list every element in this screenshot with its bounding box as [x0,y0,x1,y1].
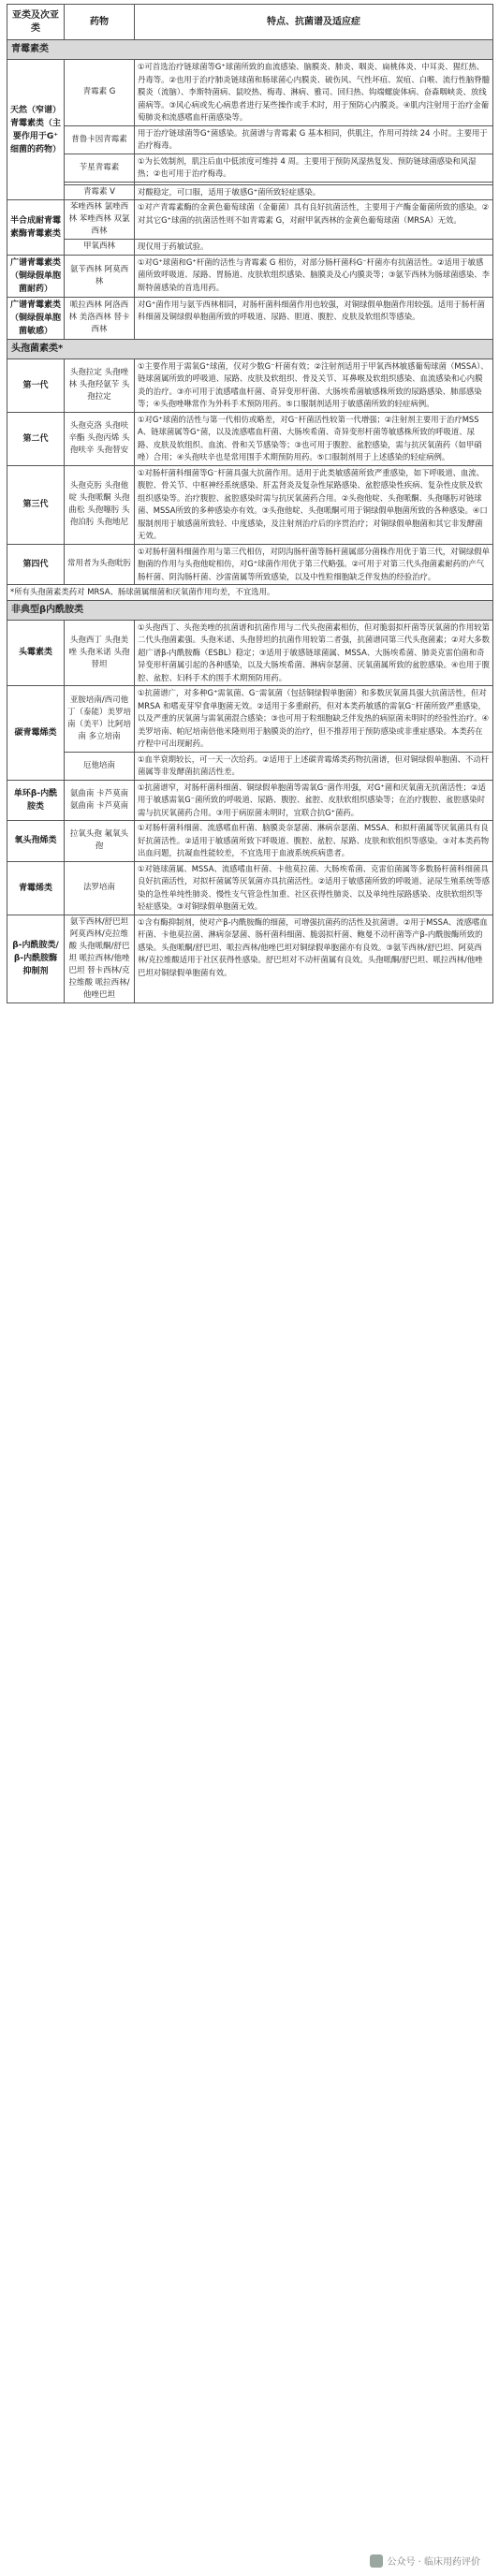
subclass-cell: 第四代 [7,544,65,585]
table-header-row [7,5,493,40]
features-cell: ①对产青霉素酶的金黄色葡萄球菌（金葡菌）具有良好抗菌活性，主要用于产酶金葡菌所致的感染。②对其它G⁺球菌的抗菌活性则不如青霉素 G，对耐甲氧西林的金黄色葡萄球菌（MRSA）无效。 [135,200,493,240]
subclass-cell: β-内酰胺类/β-内酰胺酶抑制剂 [7,915,65,1003]
table-body [7,40,493,1003]
drug-cell: 拉氧头孢 氟氧头孢 [65,821,135,862]
section-header-row [7,600,493,620]
drug-cell: 青霉素 G [65,60,135,126]
table-row [7,544,493,585]
footnote-text: *所有头孢菌素类药对 MRSA、肠球菌属细菌和厌氧菌作用均差，不宜选用。 [7,585,493,601]
drug-cell: 青霉素 V [65,184,135,200]
subclass-cell: 头霉素类 [7,620,65,686]
watermark-text: 公众号 · 临床用药评价 [387,2557,480,2568]
subclass-cell: 氧头孢烯类 [7,821,65,862]
subclass-cell: 半合成耐青霉素酶青霉素类 [7,200,65,256]
subclass-cell: 第三代 [7,465,65,544]
subclass-cell: 单环β-内酰胺类 [7,780,65,821]
features-cell: ①抗菌谱广，对多种G⁺需氧菌、G⁻需氧菌（包括铜绿假单胞菌）和多数厌氧菌具强大抗菌活性，但对 MRSA 和嗜麦芽窄食单胞菌无效。②适用于多重耐药，但对本类药敏感的需氧G⁻杆菌所致严重感染，以及严重的厌氧菌与需氧菌混合感染；③也可用于粒细胞缺乏伴发热的病原菌未明时的经验性治疗。④美罗培南、帕尼培南倍他米隆则用于脑膜炎的治疗，但不推荐用于预防感染或非重症感染。本类药在疗程中可出现耐药。 [135,686,493,753]
features-cell: 现仅用于药敏试验。 [135,240,493,256]
drug-cell: 苯唑西林 氯唑西林 苯唑西林 双氯西林 [65,200,135,240]
table-row [7,297,493,339]
features-cell: ①头孢西丁、头孢美唑的抗菌谱和抗菌作用与二代头孢菌素相仿，但对脆弱拟杆菌等厌氧菌的作用较第二代头孢菌素强。头孢米诺、头孢替坦的抗菌作用较第二者强，抗菌谱同第三代头孢菌素；②对大多数超广谱β-内酰胺酶（ESBL）稳定；③适用于敏感链球菌属、MSSA、大肠埃希菌、肺炎克雷伯菌和奇异变形杆菌属引起的各种感染，以及大肠埃希菌、淋病奈瑟菌、厌氧菌属所致的盆腔感染。④也用于腹腔、盆腔、妇科手术的围手术期预防用药。 [135,620,493,686]
table-row [7,412,493,465]
header-subclass: 亚类及次亚类 [7,5,65,40]
features-cell: ①可首选治疗链球菌等G⁺球菌所致的血流感染、脑膜炎、肺炎、咽炎、扁桃体炎、中耳炎、猩红热、丹毒等。②也用于治疗肺炎链球菌和肠球菌心内膜炎、破伤风、气性坏疽、炭疽、白喉、流行性脑脊髓膜炎（流脑）、李斯特菌病、鼠咬热、梅毒、淋病、雅司、回归热、钩端螺旋体病、奋森咽峡炎、放线菌病等。③风心病或先心病患者进行某些操作或手术时，用于预防心内膜炎。④肌内注射用于治疗金葡萄肺炎和流感嗜血杆菌感染等。 [135,60,493,126]
drug-cell: 厄他培南 [65,752,135,780]
features-cell: ①含有酶抑制剂，使对产β-内酰胺酶的细菌，可增强抗菌药的活性及抗菌谱。②用于MSSA、流感嗜血杆菌、卡他莫拉菌、淋病奈瑟菌、肠杆菌科细菌、脆弱拟杆菌、鲍曼不动杆菌等产β-内酰胺酶所致的感染。头孢哌酮/舒巴坦、哌拉西林/他唑巴坦对铜绿假单胞菌亦有良效。③氨苄西林/舒巴坦、阿莫西林/克拉维酸适用于社区获得性感染。舒巴坦对不动杆菌属有良效。头孢哌酮/舒巴坦、哌拉西林/他唑巴坦对铜绿假单胞菌有效。 [135,915,493,1003]
table-row [7,752,493,780]
features-cell: ①血半衰期较长，可一天一次给药。②适用于上述碳青霉烯类药物抗菌谱，但对铜绿假单胞菌、不动杆菌属等非发酵菌抗菌活性差。 [135,752,493,780]
features-cell: ①对链球菌属、MSSA、流感嗜血杆菌、卡他莫拉菌、大肠埃希菌、克雷伯菌属等多数肠杆菌科细菌具良好抗菌活性，对拟杆菌属等厌氧菌亦具抗菌活性。②适用于敏感菌所致的呼吸道、泌尿生殖系统等感染的急性单纯性肺炎、慢性支气管急性加重、社区获得性肺炎、以及单纯性尿路感染、皮肤软组织等轻症感染。③对铜绿假单胞菌无效。 [135,861,493,915]
table-row [7,200,493,240]
subclass-cell: 广谱青霉素类（铜绿假单胞菌敏感） [7,297,65,339]
section-header-row [7,40,493,60]
header-drug: 药物 [65,5,135,40]
features-cell: ①对G⁺球菌和G⁺杆菌的活性与青霉素 G 相仿，对部分肠杆菌科G⁻杆菌亦有抗菌活性。②适用于敏感菌所致呼吸道、尿路、胃肠道、皮肤软组织感染、脑膜炎及心内膜炎等；③氨苄西林为肠球菌感染、李斯特菌感染的首选用药。 [135,255,493,297]
drug-cell: 法罗培南 [65,861,135,915]
footnote-row [7,585,493,601]
section-header-row [7,339,493,359]
table-row [7,255,493,297]
table-row [7,821,493,862]
table-row [7,915,493,1003]
drug-cell: 头孢克洛 头孢呋辛酯 头孢丙烯 头孢呋辛 头孢替安 [65,412,135,465]
drug-cell: 头孢拉定 头孢唑林 头孢羟氨苄 头孢拉定 [65,359,135,412]
table-row [7,686,493,753]
features-cell: ①对G⁺球菌的活性与第一代相仿或略差，对G⁻杆菌活性较第一代增强；②注射剂主要用于治疗MSSA、链球菌属等G⁺菌，以及流感嗜血杆菌、大肠埃希菌、奇异变形杆菌等敏感株所致的呼吸道、尿路、皮肤及软组织、血流、骨和关节感染等；③也可用于腹腔、盆腔感染，需与抗厌氧菌药（如甲硝唑）合用；④头孢呋辛也是常用围手术期预防用药。⑤口服制剂用于上述感染的轻症病例。 [135,412,493,465]
drug-cell: 哌拉西林 阿洛西林 美洛西林 替卡西林 [65,297,135,339]
subclass-cell: 第一代 [7,359,65,412]
table-row [7,240,493,256]
drug-cell: 甲氧西林 [65,240,135,256]
table-row [7,60,493,126]
features-cell: ①为长效制剂，肌注后血中低浓度可维持 4 周。主要用于预防风湿热复发、预防链球菌感染和风湿热；②也可用于治疗梅毒。 [135,154,493,182]
subclass-cell: 碳青霉烯类 [7,686,65,781]
drug-cell: 普鲁卡因青霉素 [65,125,135,154]
features-cell: ①主要作用于需氧G⁺球菌，仅对少数G⁻杆菌有效；②注射剂适用于甲氧西林敏感葡萄球菌（MSSA）、链球菌属所致的呼吸道、尿路、皮肤及软组织、骨及关节、耳鼻喉及软组织感染、血流感染和心内膜炎的治疗。③亦可用于流感嗜血杆菌、奇异变形杆菌、大肠埃希菌敏感株所致的尿路感染、肺部感染等；④头孢唑啉常作为外科手术预防用药。⑤口服制剂适用于敏感菌所致的轻症病例。 [135,359,493,412]
antibiotic-table [7,4,493,1003]
section-title: 青霉素类 [7,40,493,60]
drug-cell: 氨曲南 卡芦莫南 氨曲南 卡芦莫南 [65,780,135,821]
features-cell: 对G⁺菌作用与氨苄西林相同，对肠杆菌科细菌作用也较强，对铜绿假单胞菌作用较强。适用于肠杆菌科细菌及铜绿假单胞菌所致的呼吸道、尿路、胆道、腹腔、皮肤及软组织等感染。 [135,297,493,339]
table-row [7,620,493,686]
drug-cell: 头孢西丁 头孢美唑 头孢米诺 头孢替坦 [65,620,135,686]
features-cell: ①对肠杆菌科细菌等G⁻杆菌具强大抗菌作用。适用于此类敏感菌所致严重感染，如下呼吸道、血流、腹腔、骨关节、中枢神经系统感染、肝盂肾炎及复杂性尿路感染、盆腔感染性疾病、复杂性皮肤及软组织感染等。治疗腹腔、盆腔感染时需与抗厌氧菌药合用。②头孢他啶、头孢哌酮、头孢噻肟对链球菌、MSSA所致的多种感染亦有效。③头孢他啶、头孢哌酮可用于铜绿假单胞菌所致的各种感染。④口服制剂用于敏感菌所致轻、中度感染，及注射剂治疗后的序贯治疗；对铜绿假单胞菌和其它非发酵菌无效。 [135,465,493,544]
features-cell: ①抗菌谱窄，对肠杆菌科细菌、铜绿假单胞菌等需氧G⁻菌作用强，对G⁺菌和厌氧菌无抗菌活性；②适用于敏感需氧G⁻菌所致的呼吸道、尿路、腹腔、盆腔、皮肤软组织感染等；在治疗腹腔、盆腔感染时需与抗厌氧菌药合用。③用于病原菌未明时，宜联合抗G⁺菌药。 [135,780,493,821]
drug-cell: 氨苄西林/舒巴坦 阿莫西林/克拉维酸 头孢哌酮/舒巴坦 哌拉西林/他唑巴坦 替卡西林/克拉维酸 哌拉西林/他唑巴坦 [65,915,135,1003]
subclass-cell: 广谱青霉素类（铜绿假单胞菌耐药） [7,255,65,297]
table-row [7,780,493,821]
features-cell: 对酸稳定，可口服，适用于敏感G⁺菌所致轻症感染。 [135,184,493,200]
drug-cell: 氨苄西林 阿莫西林 [65,255,135,297]
drug-cell: 苄星青霉素 [65,154,135,182]
subclass-cell: 青霉烯类 [7,861,65,915]
section-title: 非典型β内酰胺类 [7,600,493,620]
drug-cell: 头孢克肟 头孢他啶 头孢哌酮 头孢曲松 头孢噻肟 头孢泊肟 头孢地尼 [65,465,135,544]
subclass-cell: 第二代 [7,412,65,465]
table-row [7,184,493,200]
subclass-cell: 天然（窄谱）青霉素类（主要作用于G⁺细菌的药物） [7,60,65,200]
table-row [7,861,493,915]
section-title: 头孢菌素类* [7,339,493,359]
watermark [366,2553,484,2569]
header-features: 特点、抗菌谱及适应症 [135,5,493,40]
table-row [7,154,493,182]
table-row [7,125,493,154]
wechat-icon [370,2554,383,2568]
table-row [7,359,493,412]
features-cell: 用于治疗链球菌等G⁺菌感染。抗菌谱与青霉素 G 基本相同，供肌注，作用可持续 24 小时。主要用于治疗梅毒。 [135,125,493,154]
drug-cell: 常用者为头孢吡肟 [65,544,135,585]
drug-cell: 亚胺培南/西司他丁（泰能）美罗培南（美平）比阿培南 多立培南 [65,686,135,753]
features-cell: ①对肠杆菌科细菌、流感嗜血杆菌、脑膜炎奈瑟菌、淋病奈瑟菌、MSSA、和拟杆菌属等厌氧菌具有良好抗菌活性。②适用于敏感菌所致下呼吸道、腹腔、盆腔、尿路、皮肤和软组织等感染。③对本类药物出血问题，抗凝血性能较差，不宜选用于血液系统疾病患者。 [135,821,493,862]
features-cell: ①对肠杆菌科细菌作用与第三代相仿，对阴沟肠杆菌等肠杆菌属部分菌株作用优于第三代，对铜绿假单胞菌的作用与头孢他啶相仿，对G⁺球菌作用优于第三代略强。②可用于对第三代头孢菌素耐药的产气肠杆菌、阴沟肠杆菌、沙雷菌属等所致感染，以及中性粒细胞缺乏伴发热的经验治疗。 [135,544,493,585]
table-row [7,465,493,544]
